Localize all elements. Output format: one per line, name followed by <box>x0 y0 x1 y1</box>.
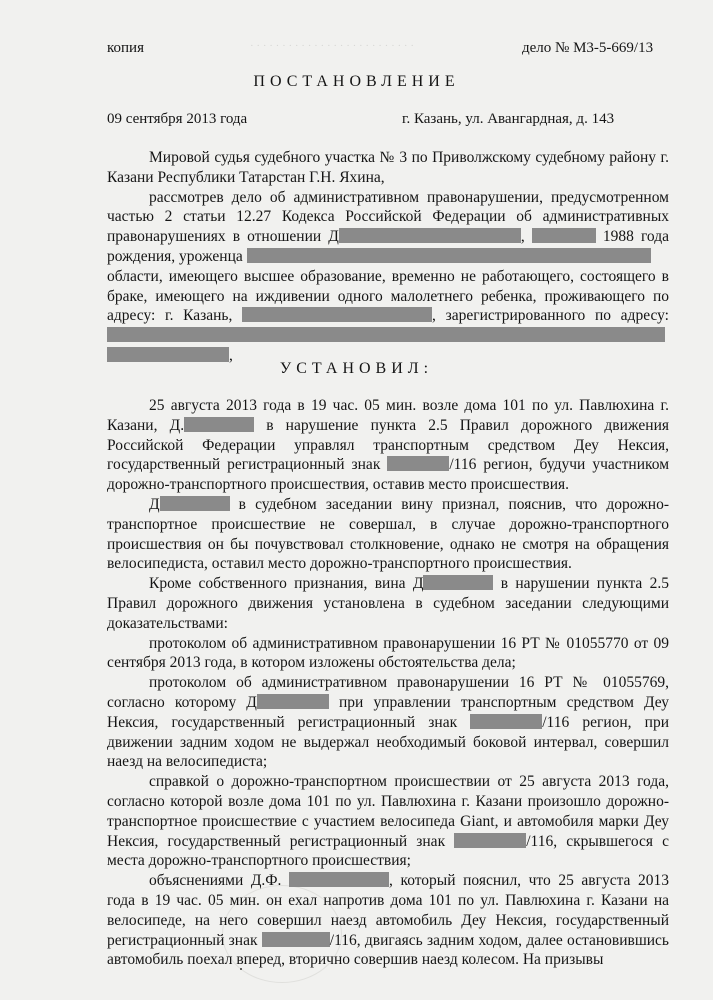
paragraph-admission <box>107 495 669 574</box>
redaction-bar <box>387 456 449 471</box>
paragraph-protocol-2 <box>107 673 669 772</box>
incident-text: 25 августа 2013 года в 19 час. 05 мин. возле дома 101 по ул. Павлюхина г. Казани, Д. <box>107 397 669 434</box>
intro-registration-text: , зарегистрированного по адресу: <box>432 307 669 325</box>
document-title: ПОСТАНОВЛЕНИЕ <box>253 73 460 90</box>
section-title: УСТАНОВИЛ: <box>279 360 434 377</box>
intro-case-text-2: Федерации об административных правонарушениях в отношении Д <box>107 208 670 246</box>
body-block <box>107 396 669 970</box>
document-date: 09 сентября 2013 года <box>107 111 248 127</box>
explanations-text: объяснениями Д.Ф. <box>149 872 282 890</box>
intro-residence-comma: , <box>229 346 233 364</box>
intro-block <box>107 148 669 366</box>
paragraph-incident <box>107 396 669 495</box>
redaction-bar <box>262 932 330 947</box>
intro-case <box>107 188 669 267</box>
paragraph-evidence-intro <box>107 574 669 633</box>
paragraph-explanations <box>107 871 669 970</box>
redaction-bar <box>289 872 389 887</box>
intro-case-text: рассмотрев дело об административном правонарушении, предусмотренном частью 2 статьи 12.27 Кодекса Российской <box>107 188 669 226</box>
paragraph-protocol-1 <box>107 634 669 674</box>
speck-mark <box>240 968 242 970</box>
protocol-2-text-2: при управлении транспортным средством Деу Нексия, государственный регистрационный знак <box>107 693 670 731</box>
redaction-bar <box>532 228 596 243</box>
redaction-bar <box>184 417 254 432</box>
evidence-intro-text: Кроме собственного признания, вина Д <box>149 575 424 593</box>
document-place: г. Казань, ул. Авангардная, д. 143 <box>402 111 615 127</box>
redaction-bar <box>107 327 665 342</box>
intro-case-comma: , <box>520 228 525 246</box>
show-through-text: · · · · · · · · · · · · · · · · · · · · · · · · · · <box>250 40 414 52</box>
copy-label: копия <box>107 40 144 56</box>
redaction-bar <box>454 833 526 848</box>
incident-text-3: /116 регион, будучи участником дорожно-транспортного происшествия, оставив место происшествия. <box>107 456 670 494</box>
redaction-bar <box>470 714 542 729</box>
incident-text-2: в нарушение пункта 2.5 Правил дорожного движения Российской Федерации управлял транспортным средством Деу Нексия, государственный регистрационный знак <box>107 416 669 474</box>
protocol-1-text: протоколом об административном правонарушении 16 РТ № 01055770 от 09 сентября 2013 года, в котором изложены обстоятельства дела; <box>107 634 669 672</box>
intro-judge-text: Мировой судья судебного участка № 3 по Приволжскому судебному району г. Казани Республики Татарстан Г.Н. Яхина, <box>107 149 669 186</box>
protocol-2-text-3: /116 регион, при движении задним ходом не выдержал необходимый боковой интервал, совершил наезд на велосипедиста; <box>107 713 669 771</box>
redaction-bar <box>339 228 521 243</box>
intro-birth-text: 1988 года рождения, уроженца <box>107 228 669 265</box>
intro-residence-text: области, имеющего высшее образование, временно не работающего, состоящего в браке, имеющего на иждивении одного малолетнего ребенка, проживающего по адресу: г. Казань, <box>107 267 669 325</box>
protocol-2-text: протоколом об административном правонарушении 16 РТ № 01055769, согласно которому Д <box>107 674 669 711</box>
accident-report-text-2: /116, скрывшегося с места дорожно-транспортного происшествия; <box>107 832 670 870</box>
case-number: дело № М3-5-669/13 <box>522 40 654 56</box>
redaction-bar <box>257 694 329 709</box>
evidence-intro-text-2: в нарушении пункта 2.5 Правил дорожного движения установлена в судебном заседании следующими доказательствами: <box>107 575 669 632</box>
accident-report-text: справкой о дорожно-транспортном происшествии от 25 августа 2013 года, согласно которой возле дома 101 по ул. Павлюхина г. Казани произошло дорожно-транспортное происшествие с участием велосипеда Giant, и автомобиля марки Деу Нексия, государственный регистрационный знак <box>107 773 669 850</box>
intro-judge <box>107 148 669 188</box>
explanations-text-2: , который пояснил, что 25 августа 2013 года в 19 час. 05 мин. он ехал напротив дома 101 по ул. Павлюхина г. Казани на велосипеде, на него совершил наезд автомобиль Деу Нексия, государственный регистрационный знак <box>107 872 670 949</box>
admission-text-2: в судебном заседании вину признал, пояснив, что дорожно-транспортное происшествие не совершал, в случае дорожно-транспортного происшествия он бы почувствовал столкновение, однако не смотря на обращения велосипедиста, оставил место дорожно-транспортного происшествия. <box>107 495 669 573</box>
redaction-bar <box>160 496 230 511</box>
redaction-bar <box>423 575 493 590</box>
admission-text: Д <box>149 495 160 513</box>
intro-residence <box>107 267 669 366</box>
explanations-text-3: /116, двигаясь задним ходом, далее остановившись автомобиль поехал вперед, вторично совершив наезд колесом. На призывы <box>107 931 669 969</box>
redaction-bar <box>247 248 651 263</box>
redaction-bar <box>242 307 432 322</box>
paragraph-accident-report <box>107 772 669 871</box>
